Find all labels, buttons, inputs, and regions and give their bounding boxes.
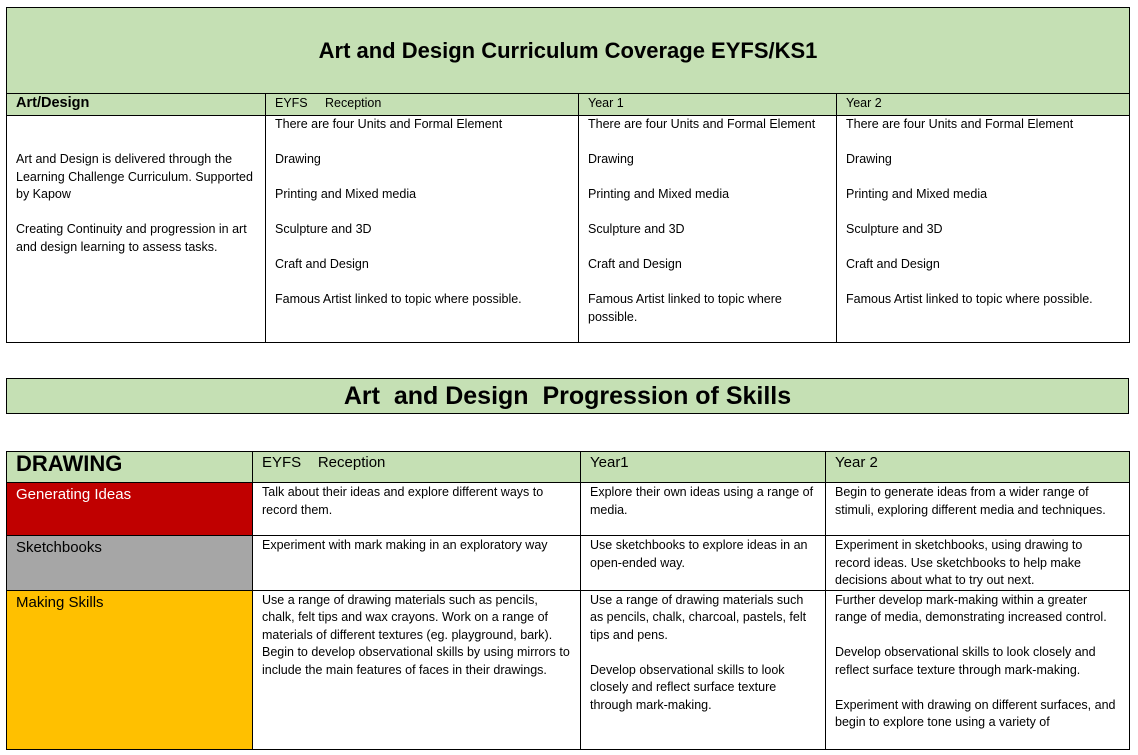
drawing-skills-table	[6, 451, 1130, 750]
progression-title: Art and Design Progression of Skills	[7, 379, 1129, 414]
skill-cell: Experiment with mark making in an exploratory way	[253, 536, 581, 591]
unit-item: Sculpture and 3D	[588, 222, 685, 236]
unit-item: Famous Artist linked to topic where possible.	[588, 292, 786, 324]
unit-item: Drawing	[275, 152, 321, 166]
intro-text: Art and Design is delivered through the Learning Challenge Curriculum. Supported by Kapow	[16, 152, 257, 201]
skill-text: Develop observational skills to look closely and reflect surface texture through mark-making.	[590, 662, 785, 712]
header-reception: EYFS Reception	[266, 94, 579, 116]
reception-units-cell	[266, 116, 579, 343]
header-year2: Year 2	[826, 452, 1130, 483]
category-generating-ideas: Generating Ideas	[7, 483, 253, 536]
coverage-table	[6, 7, 1130, 343]
skill-cell: Experiment in sketchbooks, using drawing to record ideas. Use sketchbooks to help make decisions about what to try out next.	[826, 536, 1130, 591]
unit-item: Printing and Mixed media	[275, 187, 417, 201]
skill-cell	[826, 590, 1130, 750]
skill-text: Experiment with drawing on different surfaces, and begin to explore tone using a variety of	[835, 697, 1116, 729]
unit-item: Craft and Design	[846, 257, 940, 271]
header-year1: Year1	[581, 452, 826, 483]
header-year1: Year 1	[579, 94, 837, 116]
unit-item: Drawing	[846, 152, 892, 166]
unit-item: Craft and Design	[275, 257, 369, 271]
unit-item: There are four Units and Formal Element	[275, 117, 503, 131]
category-making-skills: Making Skills	[7, 590, 253, 750]
skill-text: Further develop mark-making within a greater range of media, demonstrating increased control.	[835, 592, 1107, 624]
intro-text: Creating Continuity and progression in art and design learning to assess tasks.	[16, 222, 251, 254]
unit-item: Famous Artist linked to topic where possible.	[275, 292, 522, 306]
progression-banner	[6, 378, 1129, 414]
unit-item: Sculpture and 3D	[846, 222, 943, 236]
category-sketchbooks: Sketchbooks	[7, 536, 253, 591]
header-year2: Year 2	[837, 94, 1130, 116]
skill-text: Use a range of drawing materials such as pencils, chalk, charcoal, pastels, felt tips and pens.	[590, 592, 807, 642]
unit-item: There are four Units and Formal Element	[846, 117, 1074, 131]
year1-units-cell	[579, 116, 837, 343]
header-art-design: Art/Design	[7, 94, 266, 116]
drawing-header: DRAWING	[7, 452, 253, 483]
unit-item: Drawing	[588, 152, 634, 166]
table-row	[7, 590, 1130, 750]
skill-cell: Use sketchbooks to explore ideas in an open-ended way.	[581, 536, 826, 591]
coverage-title: Art and Design Curriculum Coverage EYFS/KS1	[7, 8, 1130, 94]
unit-item: Famous Artist linked to topic where possible.	[846, 292, 1093, 306]
unit-item: Craft and Design	[588, 257, 682, 271]
unit-item: There are four Units and Formal Element	[588, 117, 816, 131]
skill-text: Develop observational skills to look closely and reflect surface texture through mark-making.	[835, 645, 1096, 677]
intro-cell	[7, 116, 266, 343]
skill-cell: Use a range of drawing materials such as pencils, chalk, felt tips and wax crayons. Work on a range of materials of different textures (eg. playground, bark). Begin to develop observational skills by using mirrors to include the main features of faces in their drawings.	[253, 590, 581, 750]
table-row	[7, 536, 1130, 591]
skill-cell: Talk about their ideas and explore different ways to record them.	[253, 483, 581, 536]
unit-item: Printing and Mixed media	[588, 187, 730, 201]
skill-cell: Explore their own ideas using a range of media.	[581, 483, 826, 536]
header-reception: EYFS Reception	[253, 452, 581, 483]
year2-units-cell	[837, 116, 1130, 343]
skill-cell: Begin to generate ideas from a wider range of stimuli, exploring different media and techniques.	[826, 483, 1130, 536]
unit-item: Printing and Mixed media	[846, 187, 988, 201]
skill-cell	[581, 590, 826, 750]
unit-item: Sculpture and 3D	[275, 222, 372, 236]
table-row	[7, 483, 1130, 536]
